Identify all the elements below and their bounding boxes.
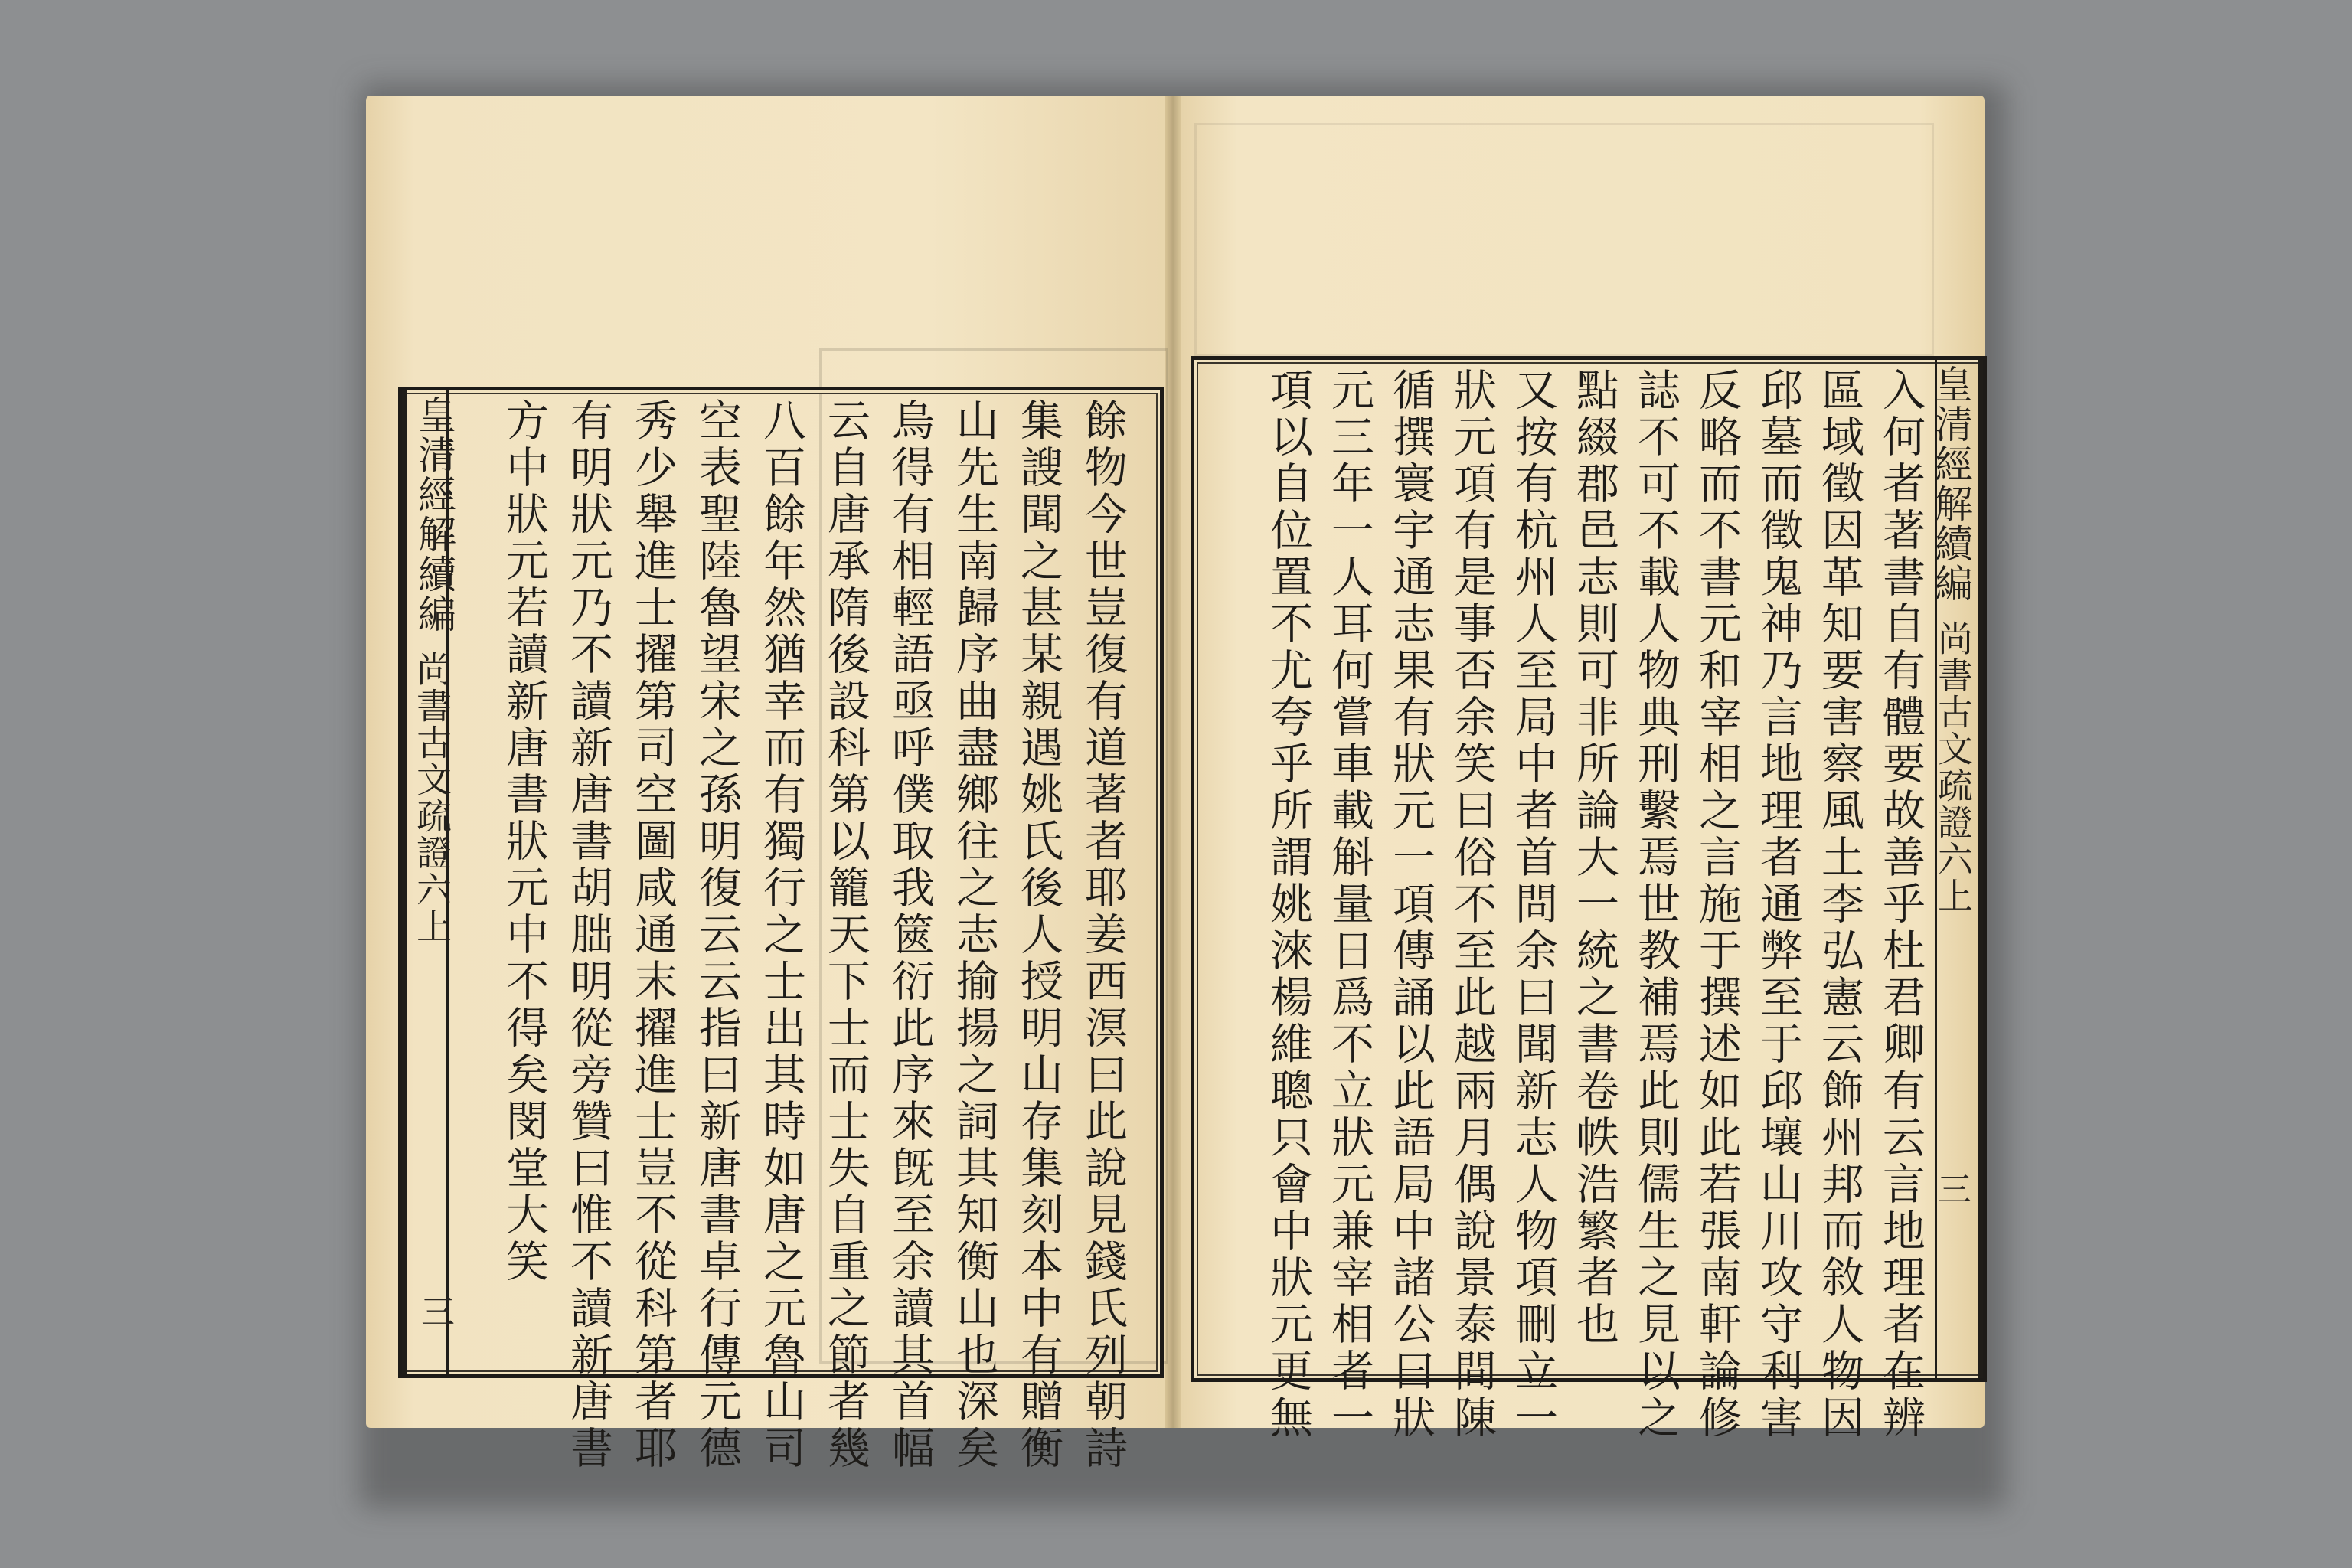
text-column: 元三年一人耳何嘗車載斛量日爲不立狀元兼宰相者一 — [1325, 368, 1374, 1442]
right-text-frame — [1191, 356, 1987, 1442]
text-column: 烏得有相輕語亟呼僕取我篋衍此序來旣至余讀其首幅 — [885, 398, 935, 1472]
text-column: 邱墓而徵鬼神乃言地理者通弊至于邱壤山川攻守利害 — [1753, 368, 1803, 1442]
text-column: 區域徵因革知要害察風土李弘憲云飾州邦而敘人物因 — [1815, 368, 1864, 1442]
text-column: 又按有杭州人至局中者首問余曰聞新志人物項刪立一 — [1508, 368, 1558, 1442]
text-column: 反略而不書元和宰相之言施于撰述如此若張南軒論修 — [1692, 368, 1742, 1442]
text-column: 循撰寰宇通志果有狀元一項傳誦以此語局中諸公曰狀 — [1386, 368, 1436, 1442]
text-column: 云自唐承隋後設科第以籠天下士而士失自重之節者幾 — [821, 398, 871, 1472]
leaf-number: 三 — [415, 1294, 454, 1328]
running-title: 皇清經解續編 — [1929, 364, 1973, 603]
text-column: 空表聖陸魯望宋之孫明復云云指曰新唐書卓行傳元德 — [692, 398, 742, 1472]
text-column: 入何者著書自有體要故善乎杜君卿有云言地理者在辨 — [1876, 368, 1926, 1442]
banner-rule — [1978, 360, 1983, 1378]
text-column: 餘物今世豈復有道著者耶姜西溟曰此說見錢氏列朝詩 — [1078, 398, 1128, 1472]
section-title: 尚書古文疏證六上 — [1932, 620, 1974, 914]
leaf-number: 三 — [1932, 1171, 1971, 1205]
running-title: 皇清經解續編 — [412, 395, 456, 634]
text-column: 點綴郡邑志則可非所論大一統之書卷帙浩繁者也 — [1570, 368, 1619, 1348]
text-column: 誌不可不載人物典刑繫焉世教補焉此則儒生之見以之 — [1631, 368, 1681, 1442]
show-through-frame — [1194, 122, 1934, 357]
text-column: 項以自位置不尤夸乎所謂姚淶楊維聰只會中狀元更無 — [1263, 368, 1313, 1442]
text-column: 山先生南歸序曲盡鄉往之志揄揚之詞其知衡山也深矣 — [949, 398, 999, 1472]
text-column: 狀元項有是事否余笑曰俗不至此越兩月偶說景泰間陳 — [1447, 368, 1497, 1442]
text-column: 八百餘年然猶幸而有獨行之士出其時如唐之元魯山司 — [756, 398, 806, 1472]
text-column: 秀少舉進士擢第司空圖咸通末擢進士豈不從科第者耶 — [628, 398, 678, 1472]
text-column: 有明狀元乃不讀新唐書胡朏明從旁贊曰惟不讀新唐書 — [564, 398, 613, 1472]
text-column: 集謏聞之甚某親遇姚氏後人授明山存集刻本中有贈衡 — [1014, 398, 1063, 1472]
text-column: 方中狀元若讀新唐書狀元中不得矣閔堂大笑 — [499, 398, 549, 1285]
left-text-frame — [398, 387, 1164, 1472]
section-title: 尚書古文疏證六上 — [411, 651, 452, 945]
